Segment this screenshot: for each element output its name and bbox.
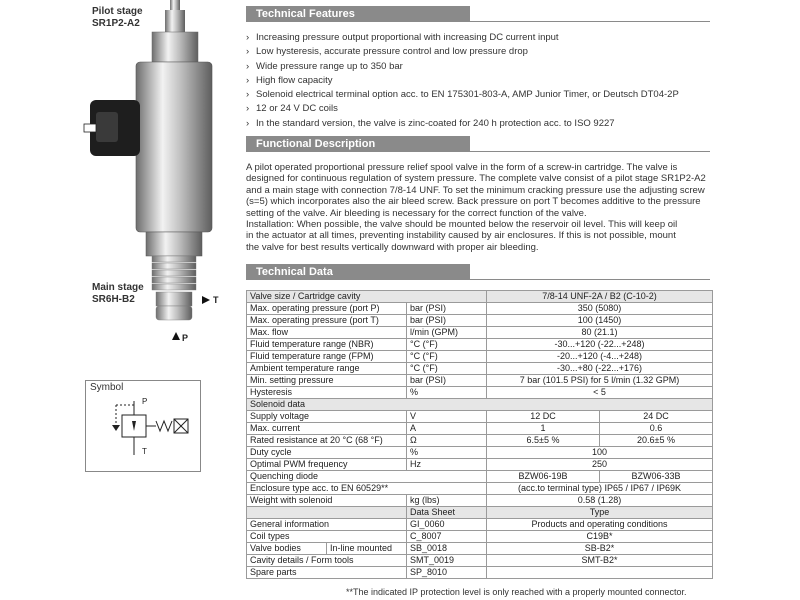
feature-item: › 12 or 24 V DC coils [246, 102, 716, 116]
table-row: Duty cycle % 100 [247, 447, 713, 459]
table-row: Ambient temperature range °C (°F) -30...+80 (-22...+176) [247, 363, 713, 375]
main-stage-label: Main stage SR6H-B2 [92, 282, 144, 305]
table-row: Max. operating pressure (port P) bar (PSI) 350 (5080) [247, 303, 713, 315]
feature-item: › Solenoid electrical terminal option acc. to EN 175301-803-A, AMP Junior Timer, or Deutsch DT04-2P [246, 88, 716, 102]
footnote: **The indicated IP protection level is only reached with a properly mounted connector. [346, 587, 687, 597]
technical-data-heading: Technical Data [246, 264, 470, 280]
paragraph-line: Installation: When possible, the valve should be mounted below the reservoir oil level. This will keep oil [246, 219, 678, 231]
paragraph-line: designed for continuous regulation of system pressure. The complete valve consist of a pilot stage SR1P2-A2 [246, 173, 706, 185]
table-row: Data Sheet Type [247, 507, 713, 519]
port-p-label: P [182, 333, 189, 343]
table-row: Fluid temperature range (NBR) °C (°F) -30...+120 (-22...+248) [247, 339, 713, 351]
table-row: Hysteresis % < 5 [247, 387, 713, 399]
table-row: Valve size / Cartridge cavity 7/8-14 UNF-2A / B2 (C-10-2) [247, 291, 713, 303]
symbol-port-t: T [142, 447, 147, 456]
table-row: Enclosure type acc. to EN 60529** (acc.to terminal type) IP65 / IP67 / IP69K [247, 483, 713, 495]
divider [246, 151, 710, 152]
port-t-label: T [213, 295, 219, 305]
table-row: Valve bodies In-line mounted SB_0018 SB-B2* [247, 543, 713, 555]
divider [246, 279, 710, 280]
paragraph-line: in the actuator at all times, preventing instability caused by air enclosures. If this is not possible, mount [246, 230, 676, 242]
table-row: Rated resistance at 20 °C (68 °F) Ω 6.5±5 % 20.6±5 % [247, 435, 713, 447]
symbol-box [85, 380, 201, 472]
divider [246, 21, 710, 22]
table-row: Cavity details / Form tools SMT_0019 SMT-B2* [247, 555, 713, 567]
table-row: Supply voltage V 12 DC 24 DC [247, 411, 713, 423]
paragraph-line: and a main stage with connection 7/8-14 UNF. To set the minimum cracking pressure use the adjusting screw [246, 184, 705, 196]
table-row: Min. setting pressure bar (PSI) 7 bar (101.5 PSI) for 5 l/min (1.32 GPM) [247, 375, 713, 387]
paragraph-line: A pilot operated proportional pressure relief spool valve in the form of a screw-in cartridge. The valve is [246, 162, 678, 173]
hydraulic-symbol-icon [86, 395, 200, 471]
paragraph-line: (s=5) which incorporates also the air bleed screw. Back pressure on port T becomes additive to the pressure [246, 196, 701, 208]
feature-item: › In the standard version, the valve is zinc-coated for 240 h protection acc. to ISO 9227 [246, 117, 716, 131]
table-row: Spare parts SP_8010 [247, 567, 713, 579]
table-row: Fluid temperature range (FPM) °C (°F) -20...+120 (-4...+248) [247, 351, 713, 363]
functional-description [246, 162, 716, 253]
symbol-title: Symbol [90, 382, 124, 393]
table-row: Coil types C_8007 C19B* [247, 531, 713, 543]
features-list [246, 31, 716, 131]
technical-features-heading: Technical Features [246, 6, 470, 22]
feature-item: › High flow capacity [246, 74, 716, 88]
feature-item: › Low hysteresis, accurate pressure control and low pressure drop [246, 45, 716, 59]
paragraph-line: the valve for best results vertically downward with proper air bleeding. [246, 241, 539, 253]
symbol-port-p: P [142, 397, 148, 406]
table-row: Max. flow l/min (GPM) 80 (21.1) [247, 327, 713, 339]
table-row: Max. operating pressure (port T) bar (PSI) 100 (1450) [247, 315, 713, 327]
table-row: Max. current A 1 0.6 [247, 423, 713, 435]
table-row: Optimal PWM frequency Hz 250 [247, 459, 713, 471]
table-row: Solenoid data [247, 399, 713, 411]
functional-description-heading: Functional Description [246, 136, 470, 152]
paragraph-line: setting of the valve. Air bleeding is necessary for the correct function of the valve. [246, 207, 587, 219]
table-row: Weight with solenoid kg (lbs) 0.58 (1.28) [247, 495, 713, 507]
feature-item: › Wide pressure range up to 350 bar [246, 60, 716, 74]
technical-data-table [246, 290, 713, 579]
table-row: Quenching diode BZW06-19B BZW06-33B [247, 471, 713, 483]
table-row: General information GI_0060 Products and operating conditions [247, 519, 713, 531]
feature-item: › Increasing pressure output proportional with increasing DC current input [246, 31, 716, 45]
pilot-stage-label: Pilot stage SR1P2-A2 [92, 6, 143, 29]
